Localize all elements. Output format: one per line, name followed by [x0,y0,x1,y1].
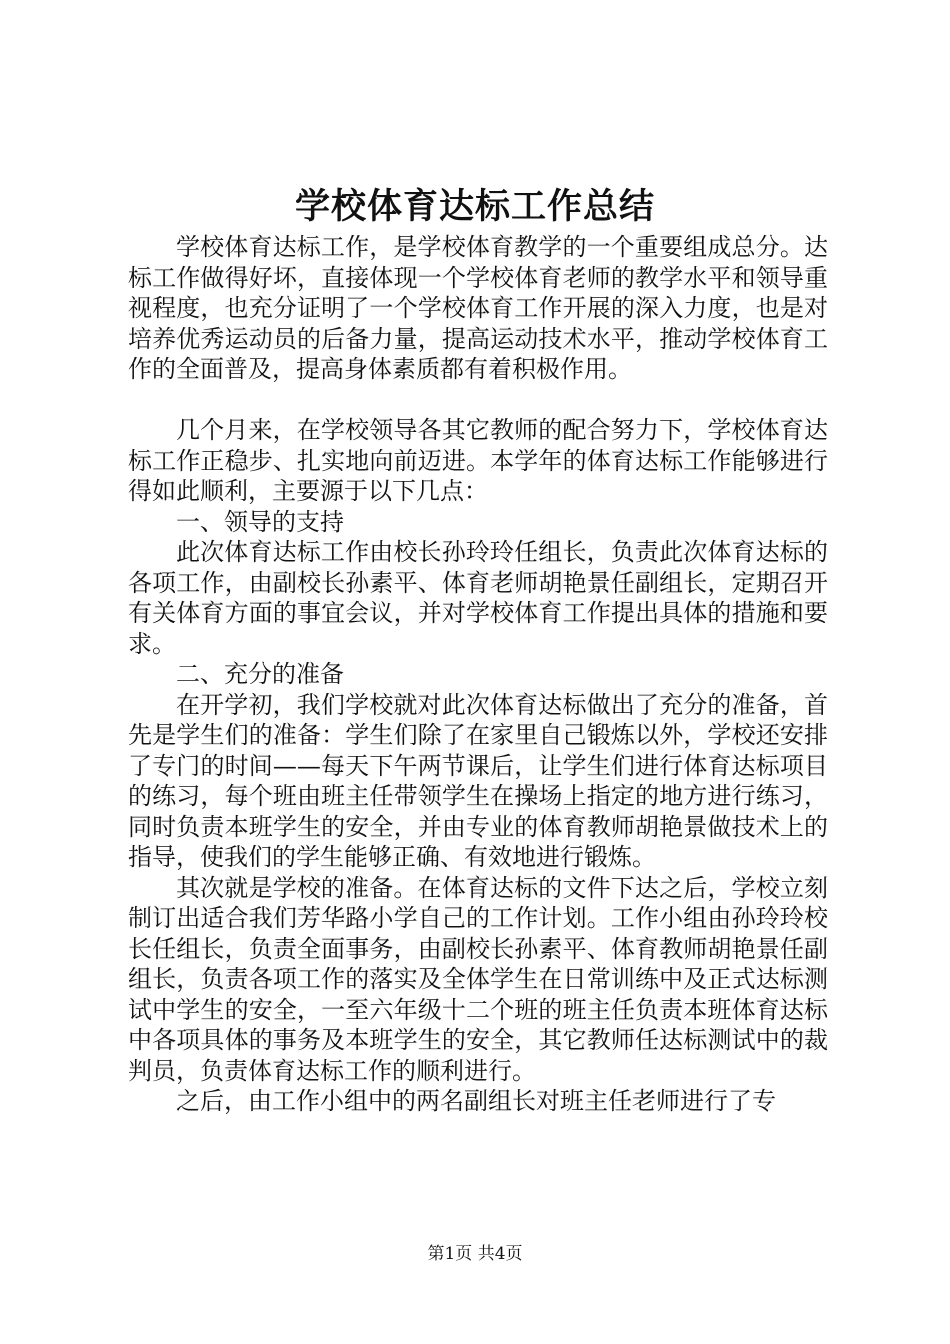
page-number-footer: 第1页 共4页 [427,1244,523,1264]
paragraph: 在开学初，我们学校就对此次体育达标做出了充分的准备，首先是学生们的准备：学生们除了在家里自己锻炼以外，学校还安排了专门的时间——每天下午两节课后，让学生们进行体育达标项目的练习，每个班由班主任带领学生在操场上指定的地方进行练习，同时负责本班学生的安全，并由专业的体育教师胡艳景做技术上的指导，使我们的学生能够正确、有效地进行锻炼。 [128,690,828,871]
paragraph: 其次就是学校的准备。在体育达标的文件下达之后，学校立刻制订出适合我们芳华路小学自己的工作计划。工作小组由孙玲玲校长任组长，负责全面事务，由副校长孙素平、体育教师胡艳景任副组长，负责各项工作的落实及全体学生在日常训练中及正式达标测试中学生的安全，一至六年级十二个班的班主任负责本班体育达标中各项具体的事务及本班学生的安全，其它教师任达标测试中的裁判员，负责体育达标工作的顺利进行。 [128,873,828,1085]
paragraph: 此次体育达标工作由校长孙玲玲任组长，负责此次体育达标的各项工作，由副校长孙素平、体育老师胡艳景任副组长，定期召开有关体育方面的事宜会议，并对学校体育工作提出具体的措施和要求。 [128,538,828,658]
section-heading: 一、领导的支持 [176,507,344,536]
paragraph: 学校体育达标工作，是学校体育教学的一个重要组成总分。达标工作做得好坏，直接体现一个学校体育老师的教学水平和领导重视程度，也充分证明了一个学校体育工作开展的深入力度，也是对培养优秀运动员的后备力量，提高运动技术水平，推动学校体育工作的全面普及，提高身体素质都有着积极作用。 [128,233,828,383]
document-title: 学校体育达标工作总结 [294,186,655,227]
section-heading: 二、充分的准备 [176,660,344,688]
paragraph: 几个月来，在学校领导各其它教师的配合努力下，学校体育达标工作正稳步、扎实地向前迈进。本学年的体育达标工作能够进行得如此顺利，主要源于以下几点： [128,416,828,505]
paragraph: 之后，由工作小组中的两名副组长对班主任老师进行了专 [176,1087,776,1115]
document-body [128,232,828,1117]
